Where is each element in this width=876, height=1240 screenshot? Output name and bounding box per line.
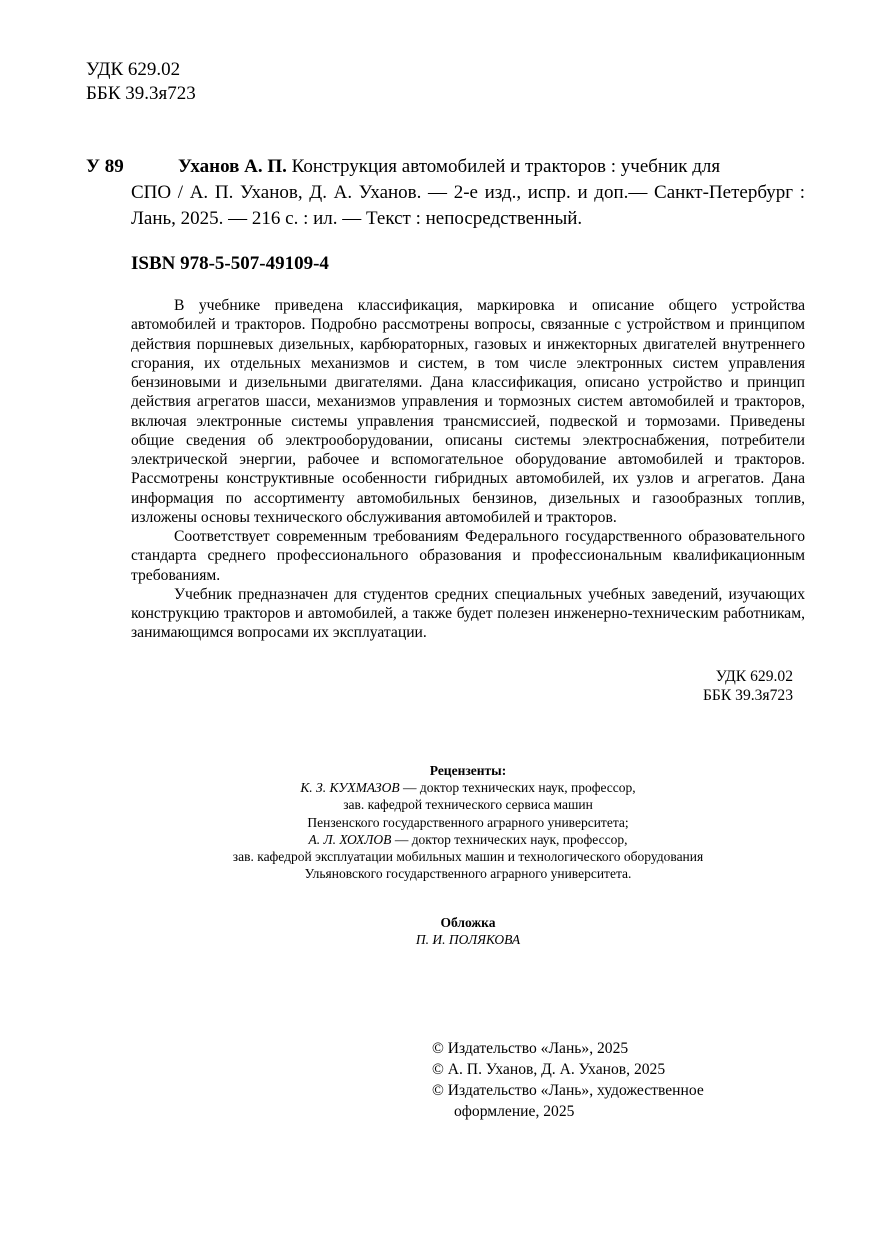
copyright-line: © А. П. Уханов, Д. А. Уханов, 2025	[432, 1061, 666, 1078]
udk-code: УДК 629.02	[86, 59, 181, 80]
copyright-line: © Издательство «Лань», 2025	[432, 1040, 629, 1057]
reviewer-2-affiliation: Ульяновского государственного аграрного университета.	[304, 866, 632, 882]
cover-title: Обложка	[440, 915, 496, 930]
annotation	[131, 296, 805, 643]
udk-bbk-bottom	[560, 667, 793, 705]
reviewer-1-affiliation: Пензенского государственного аграрного университета;	[307, 814, 629, 830]
copyright-line-continuation: оформление, 2025	[454, 1103, 575, 1120]
reviewer-2-name: А. Л. ХОХЛОВ	[308, 831, 392, 847]
reviewer-2-position: зав. кафедрой эксплуатации мобильных машин и технологического оборудования	[232, 849, 704, 865]
author-mark: У 89	[86, 156, 124, 177]
reviewer-1-name: К. З. КУХМАЗОВ	[300, 780, 400, 796]
copyright-block	[432, 1038, 704, 1122]
annotation-paragraph: В учебнике приведена классификация, маркировка и описание общего устройства автомобилей и тракторов. Подробно рассмотрены вопросы, связанные с устройством и принципом действия поршневых дизельных, карбюраторных, газовых и инжекторных двигателей внутреннего сгорания, их отдельных механизмов и систем, в том числе электронных систем управления бензиновыми и дизельными двигателями. Дана классификация, описано устройство и принцип действия агрегатов шасси, механизмов управления и тормозных систем автомобилей и тракторов, включая электронные системы управления трансмиссией, подвеской и тормозами. Приведены общие сведения об электрооборудовании, описаны системы электроснабжения, потребители электрической энергии, рабочее и вспомогательное оборудование автомобилей и тракторов. Рассмотрены конструктивные особенности гибридных автомобилей, их узлов и агрегатов. Дана информация по ассортименту автомобильных бензинов, дизельных и газообразных топлив, изложены основы технического обслуживания автомобилей и тракторов.	[131, 297, 805, 526]
annotation-paragraph: Соответствует современным требованиям Федерального государственного образовательного стандарта среднего профессионального образования и профессиональным квалификационным требованиям.	[131, 528, 805, 584]
reviewers-block	[130, 762, 806, 882]
udk-code: УДК 629.02	[715, 668, 793, 685]
bibliographic-title: Конструкция автомобилей и тракторов : учебник для	[286, 156, 721, 177]
reviewer-1	[130, 779, 806, 796]
reviewer-2-role: — доктор технических наук, профессор,	[391, 831, 628, 847]
bibliographic-line-1	[131, 154, 805, 180]
isbn: ISBN 978-5-507-49109-4	[131, 253, 329, 274]
reviewer-1-position: зав. кафедрой технического сервиса машин	[343, 797, 593, 813]
udk-bbk-top	[86, 58, 196, 106]
reviewers-title: Рецензенты:	[429, 763, 507, 778]
reviewer-2	[130, 831, 806, 848]
cover-designer: П. И. ПОЛЯКОВА	[415, 932, 521, 948]
bibliographic-author: Уханов А. П.	[178, 156, 287, 177]
bbk-code: ББК 39.3я723	[702, 687, 793, 704]
bbk-code: ББК 39.3я723	[86, 83, 196, 104]
bibliographic-details: СПО / А. П. Уханов, Д. А. Уханов. — 2-е изд., испр. и доп.— Санкт-Петербург : Лань, 2025. — 216 с. : ил. — Текст : непосредственный.	[131, 182, 805, 229]
bibliographic-record	[131, 154, 805, 232]
annotation-paragraph: Учебник предназначен для студентов средних специальных учебных заведений, изучающих конструкцию тракторов и автомобилей, а также будет полезен инженерно-техническим работникам, занимающимся вопросами их эксплуатации.	[131, 585, 805, 642]
copyright-line: © Издательство «Лань», художественное	[432, 1082, 704, 1099]
reviewer-1-role: — доктор технических наук, профессор,	[399, 780, 636, 796]
cover-credit	[130, 914, 806, 948]
